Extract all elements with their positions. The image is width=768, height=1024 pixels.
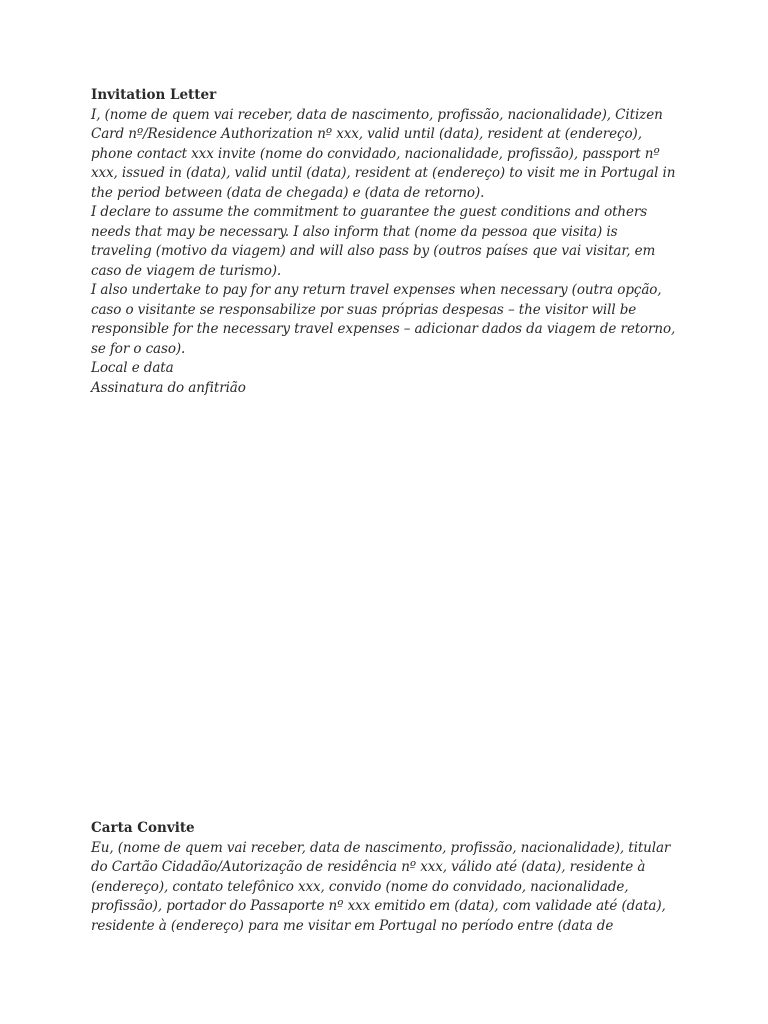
invitation-place-date: Local e data: [91, 360, 174, 376]
invitation-paragraph-commitment: I declare to assume the commitment to guarantee the guest conditions and others needs that may be necessary. I also inform that (nome da pessoa que visita) is traveling (motivo da viagem) and will also pass by (outros países que vai visitar, em caso de viagem de turismo).: [91, 204, 656, 279]
invitation-paragraph-intro: I, (nome de quem vai receber, data de nascimento, profissão, nacionalidade), Citizen Card nº/Residence Authorization nº xxx, valid until (data), resident at (endereço), phone contact xxx invite (nome do convidado, nacionalidade, profissão), passport nº xxx, issued in (data), valid until (data), resident at (endereço) to visit me in Portugal in the period between (data de chegada) e (data de retorno).: [91, 106, 676, 201]
carta-convite-paragraph-intro: Eu, (nome de quem vai receber, data de nascimento, profissão, nacionalidade), titular do Cartão Cidadão/Autorização de residência nº xxx, válido até (data), residente à (endereço), contato telefônico xxx, convido (nome do convidado, nacionalidade, profissão), portador do Passaporte nº xxx emitido em (data), com validade até (data), residente à (endereço) para me visitar em Portugal no período entre (data de: [91, 839, 671, 934]
invitation-letter-title: Invitation Letter: [91, 87, 217, 103]
carta-convite-section: [91, 819, 681, 936]
carta-convite-title: Carta Convite: [91, 820, 195, 836]
invitation-letter-section: [91, 86, 681, 398]
invitation-host-signature: Assinatura do anfitrião: [91, 379, 246, 396]
invitation-paragraph-expenses: I also undertake to pay for any return travel expenses when necessary (outra opção, caso o visitante se responsabilize por suas próprias despesas – the visitor will be responsible for the necessary travel expenses – adicionar dados da viagem de retorno, se for o caso).: [91, 282, 676, 357]
